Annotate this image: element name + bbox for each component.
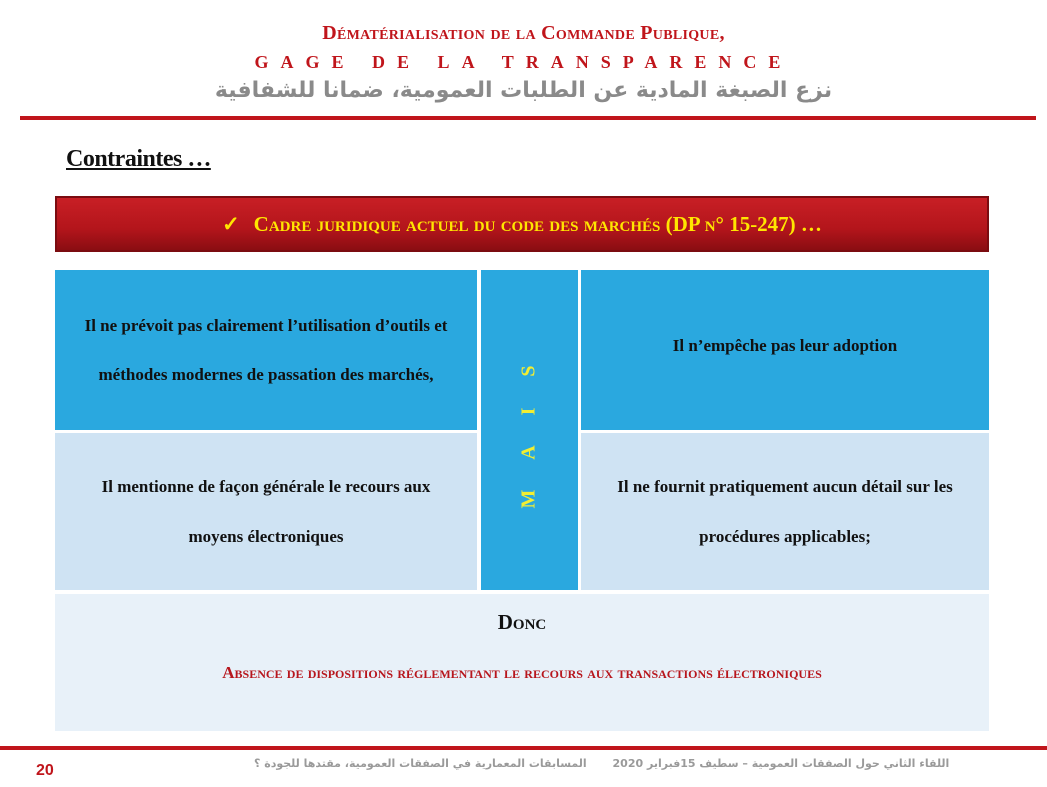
section-heading: Contraintes … [66, 146, 211, 172]
footer-event: اللقاء الثاني حول الصفقات العمومية – سطيف 15فبراير 2020 [612, 757, 950, 770]
cell-mais [481, 270, 578, 590]
cell-left-bottom-text: Il mentionne de façon générale le recours aux moyens électroniques [101, 477, 431, 546]
cell-right-top [581, 270, 989, 430]
slide-title-arabic: نزع الصبغة المادية عن الطلبات العمومية، ضمانا للشفافية [214, 78, 833, 103]
conclusion-box [55, 594, 989, 731]
footer-text [232, 757, 949, 770]
legal-framework-banner [55, 196, 989, 252]
banner-text: Cadre juridique actuel du code des marchés (DP n° 15-247) … [253, 211, 822, 236]
cell-right-bottom [581, 433, 989, 590]
footer-topic: المسابقات المعمارية في الصفقات العمومية، مقتدها للجودة ؟ [254, 757, 587, 770]
mais-label: M A I S [518, 351, 540, 509]
conclusion-text: Absence de dispositions réglementant le recours aux transactions électroniques [222, 663, 822, 682]
checkmark-icon: ✓ [222, 211, 240, 236]
cell-left-top-text: Il ne prévoit pas clairement l’utilisation d’outils et méthodes modernes de passation des marchés, [84, 315, 448, 384]
slide-title: Dématérialisation de la Commande Publique, [322, 22, 725, 44]
slide-subtitle: GAGE DE LA TRANSPARENCE [254, 52, 793, 72]
cell-left-top [55, 270, 477, 430]
conclusion-label: Donc [497, 610, 547, 634]
cell-right-top-text: Il n’empêche pas leur adoption [672, 336, 898, 356]
cell-right-bottom-text: Il ne fournit pratiquement aucun détail sur les procédures applicables; [617, 477, 953, 546]
header-divider [20, 116, 1036, 120]
page-number: 20 [36, 762, 54, 779]
cell-left-bottom [55, 433, 477, 590]
footer-divider [0, 746, 1047, 750]
